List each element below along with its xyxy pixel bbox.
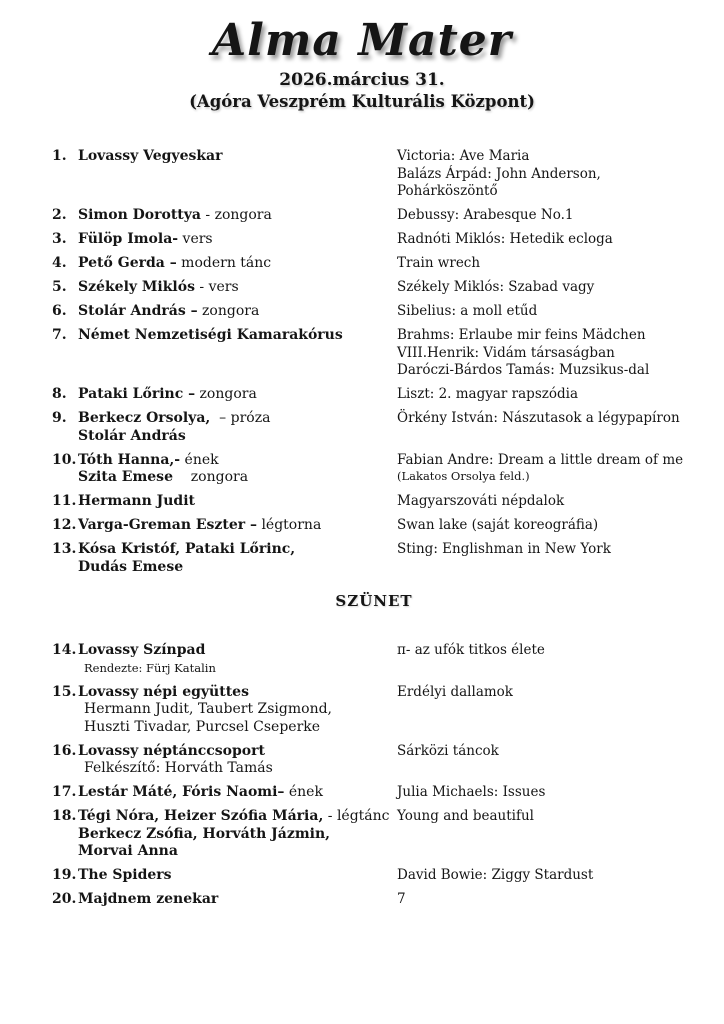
- item-number: 17.: [52, 784, 77, 800]
- piece-line: π- az ufók titkos élete: [397, 642, 545, 658]
- performer-names: [78, 207, 397, 225]
- program-part-2: [52, 642, 696, 909]
- performer-names: [78, 279, 397, 297]
- performer-names: [78, 327, 397, 345]
- program-item-16: [52, 743, 696, 778]
- text-segment: Pataki Lőrinc –: [78, 386, 196, 402]
- performer-cell: [52, 808, 397, 861]
- item-number: 14.: [52, 642, 77, 658]
- item-number: 20.: [52, 891, 77, 907]
- piece-line: Sibelius: a moll etűd: [397, 303, 538, 319]
- item-number: 15.: [52, 683, 77, 700]
- performer-names: [78, 642, 397, 677]
- text-segment: Székely Miklós: [78, 279, 195, 295]
- program-item-5: [52, 279, 696, 297]
- performer-line: [78, 327, 397, 345]
- piece-titles: [397, 452, 696, 485]
- piece-line: (Lakatos Orsolya feld.): [397, 469, 530, 483]
- intermission-label: SZÜNET: [335, 592, 413, 610]
- item-number: 18.: [52, 808, 77, 824]
- program-item-7: [52, 327, 696, 380]
- text-segment: - zongora: [200, 207, 272, 223]
- piece-titles: [397, 279, 696, 297]
- text-segment: Tégi Nóra, Heizer Szófia Mária,: [78, 808, 324, 824]
- text-segment: Morvai Anna: [78, 843, 178, 859]
- item-number: 2.: [52, 207, 67, 223]
- performer-line: [78, 469, 397, 487]
- performer-cell: [52, 207, 397, 225]
- text-segment: Hermann Judit: [78, 493, 196, 509]
- piece-titles: [397, 743, 696, 761]
- piece-titles: [397, 684, 696, 702]
- text-segment: zongora: [172, 469, 249, 485]
- piece-line: Erdélyi dallamok: [397, 683, 513, 700]
- performer-names: [78, 255, 397, 273]
- performer-line: [78, 207, 397, 225]
- text-segment: Lestár Máté, Fóris Naomi–: [78, 784, 285, 800]
- piece-titles: [397, 517, 696, 535]
- performer-line: [78, 231, 397, 249]
- text-segment: - vers: [194, 279, 239, 295]
- performer-line: [78, 701, 397, 719]
- item-number: 12.: [52, 517, 77, 533]
- program-list: [0, 148, 724, 909]
- performer-names: [78, 743, 397, 778]
- item-number: 10.: [52, 451, 77, 468]
- performer-cell: [52, 452, 397, 487]
- piece-titles: [397, 255, 696, 273]
- piece-titles: [397, 327, 696, 380]
- piece-titles: [397, 148, 696, 201]
- piece-titles: [397, 410, 696, 428]
- text-segment: Lovassy Színpad: [78, 642, 206, 658]
- performer-line: [78, 867, 397, 885]
- piece-line: Örkény István: Nászutasok a légypapíron: [397, 410, 680, 426]
- text-segment: – próza: [210, 410, 271, 426]
- performer-line: [78, 784, 397, 802]
- item-number: 9.: [52, 410, 67, 426]
- text-segment: Kósa Kristóf, Pataki Lőrinc,: [78, 541, 296, 557]
- program-item-4: [52, 255, 696, 273]
- text-segment: Tóth Hanna,-: [78, 451, 181, 468]
- piece-titles: [397, 642, 696, 660]
- piece-line: 7: [397, 891, 406, 907]
- program-item-19: [52, 867, 696, 885]
- text-segment: Rendezte: Fürj Katalin: [84, 660, 216, 675]
- piece-line: Julia Michaels: Issues: [397, 784, 546, 800]
- performer-line: [78, 452, 397, 470]
- piece-line: Magyarszováti népdalok: [397, 493, 565, 509]
- piece-line: Sárközi táncok: [397, 742, 499, 759]
- piece-line: Fabian Andre: Dream a little dream of me: [397, 451, 684, 468]
- performer-line: [78, 541, 397, 559]
- program-item-11: [52, 493, 696, 511]
- item-number: 8.: [52, 386, 67, 402]
- performer-names: [78, 410, 397, 445]
- program-part-1: [52, 148, 696, 576]
- text-segment: Majdnem zenekar: [78, 891, 219, 907]
- text-segment: Stolár András: [78, 427, 186, 444]
- performer-cell: [52, 743, 397, 778]
- program-item-9: [52, 410, 696, 445]
- performer-names: [78, 784, 397, 802]
- performer-names: [78, 231, 397, 249]
- text-segment: - légtánc: [323, 808, 390, 824]
- performer-cell: [52, 148, 397, 166]
- text-segment: Lovassy néptánccsoport: [78, 742, 265, 759]
- text-segment: zongora: [197, 303, 260, 319]
- piece-titles: [397, 541, 696, 559]
- performer-cell: [52, 517, 397, 535]
- performer-line: [78, 255, 397, 273]
- performer-line: [78, 660, 397, 678]
- item-number: 4.: [52, 255, 67, 271]
- performer-names: [78, 386, 397, 404]
- text-segment: Dudás Emese: [78, 558, 184, 575]
- performer-cell: [52, 541, 397, 576]
- performer-names: [78, 303, 397, 321]
- performer-line: [78, 760, 397, 778]
- performer-names: [78, 517, 397, 535]
- text-segment: Stolár András –: [78, 303, 198, 319]
- text-segment: Hermann Judit, Taubert Zsigmond,: [84, 701, 333, 717]
- text-segment: Berkecz Zsófia, Horváth Jázmin,: [78, 825, 331, 842]
- text-segment: vers: [178, 231, 213, 247]
- piece-titles: [397, 386, 696, 404]
- piece-line: Victoria: Ave Maria: [397, 148, 530, 164]
- performer-cell: [52, 867, 397, 885]
- program-item-12: [52, 517, 696, 535]
- program-item-13: [52, 541, 696, 576]
- text-segment: modern tánc: [176, 255, 272, 271]
- program-item-14: [52, 642, 696, 677]
- piece-line: Young and beautiful: [397, 808, 534, 824]
- performer-names: [78, 867, 397, 885]
- performer-line: [78, 410, 397, 428]
- performer-cell: [52, 303, 397, 321]
- performer-cell: [52, 231, 397, 249]
- program-item-10: [52, 452, 696, 487]
- text-segment: Német Nemzetiségi Kamarakórus: [78, 327, 343, 343]
- performer-line: [78, 891, 397, 909]
- performer-line: [78, 719, 397, 737]
- performer-names: [78, 148, 397, 166]
- item-number: 1.: [52, 148, 67, 164]
- piece-line: Swan lake (saját koreográfia): [397, 517, 599, 533]
- piece-line: Debussy: Arabesque No.1: [397, 207, 574, 223]
- program-item-18: [52, 808, 696, 861]
- performer-cell: [52, 684, 397, 737]
- event-venue: (Agóra Veszprém Kulturális Központ): [189, 92, 535, 111]
- piece-line: Brahms: Erlaube mir feins Mädchen: [397, 327, 646, 343]
- item-number: 19.: [52, 867, 77, 883]
- text-segment: Varga-Greman Eszter –: [78, 517, 257, 533]
- text-segment: ének: [284, 784, 323, 800]
- performer-line: [78, 642, 397, 660]
- document-header: [0, 0, 724, 112]
- piece-titles: [397, 867, 696, 885]
- item-number: 11.: [52, 493, 77, 509]
- piece-line: VIII.Henrik: Vidám társaságban: [397, 344, 615, 361]
- program-item-6: [52, 303, 696, 321]
- piece-line: Liszt: 2. magyar rapszódia: [397, 386, 578, 402]
- text-segment: Huszti Tivadar, Purcsel Cseperke: [84, 718, 321, 735]
- program-item-20: [52, 891, 696, 909]
- text-segment: Lovassy Vegyeskar: [78, 148, 223, 164]
- performer-line: [78, 559, 397, 577]
- text-segment: zongora: [195, 386, 257, 402]
- performer-line: [78, 808, 397, 826]
- text-segment: The Spiders: [78, 867, 172, 883]
- program-item-3: [52, 231, 696, 249]
- piece-titles: [397, 784, 696, 802]
- performer-cell: [52, 386, 397, 404]
- piece-line: Székely Miklós: Szabad vagy: [397, 279, 595, 295]
- piece-titles: [397, 303, 696, 321]
- performer-line: [78, 843, 397, 861]
- performer-line: [78, 517, 397, 535]
- piece-titles: [397, 493, 696, 511]
- program-item-2: [52, 207, 696, 225]
- piece-titles: [397, 207, 696, 225]
- item-number: 7.: [52, 327, 67, 343]
- text-segment: Lovassy népi együttes: [78, 683, 249, 700]
- text-segment: Fülöp Imola-: [78, 231, 179, 247]
- text-segment: Simon Dorottya: [78, 207, 201, 223]
- performer-names: [78, 452, 397, 487]
- program-item-17: [52, 784, 696, 802]
- performer-cell: [52, 642, 397, 677]
- event-date: 2026.március 31.: [279, 70, 445, 90]
- performer-names: [78, 684, 397, 737]
- piece-titles: [397, 808, 696, 826]
- performer-line: [78, 826, 397, 844]
- text-segment: légtorna: [257, 517, 322, 533]
- performer-cell: [52, 279, 397, 297]
- piece-line: Sting: Englishman in New York: [397, 541, 611, 557]
- piece-titles: [397, 891, 696, 909]
- performer-cell: [52, 784, 397, 802]
- piece-line: David Bowie: Ziggy Stardust: [397, 867, 594, 883]
- performer-line: [78, 684, 397, 702]
- performer-line: [78, 386, 397, 404]
- piece-line: Radnóti Miklós: Hetedik ecloga: [397, 231, 613, 247]
- performer-line: [78, 148, 397, 166]
- item-number: 3.: [52, 231, 67, 247]
- piece-line: Daróczi-Bárdos Tamás: Muzsikus-dal: [397, 362, 650, 378]
- item-number: 16.: [52, 742, 77, 759]
- performer-line: [78, 279, 397, 297]
- event-title: Alma Mater: [212, 15, 512, 66]
- text-segment: Berkecz Orsolya,: [78, 410, 211, 426]
- performer-cell: [52, 493, 397, 511]
- performer-names: [78, 493, 397, 511]
- program-item-8: [52, 386, 696, 404]
- text-segment: Felkészítő: Horváth Tamás: [84, 760, 273, 776]
- item-number: 5.: [52, 279, 67, 295]
- text-segment: Szita Emese: [78, 469, 173, 485]
- performer-line: [78, 428, 397, 446]
- piece-line: Train wrech: [397, 255, 481, 271]
- program-item-15: [52, 684, 696, 737]
- performer-cell: [52, 255, 397, 273]
- performer-names: [78, 541, 397, 576]
- performer-cell: [52, 327, 397, 345]
- item-number: 6.: [52, 303, 67, 319]
- piece-line: Balázs Árpád: John Anderson, Pohárköszöntő: [397, 165, 606, 199]
- performer-cell: [52, 410, 397, 445]
- performer-line: [78, 743, 397, 761]
- performer-cell: [52, 891, 397, 909]
- program-item-1: [52, 148, 696, 201]
- text-segment: Pető Gerda –: [78, 255, 177, 271]
- text-segment: ének: [180, 451, 219, 468]
- performer-names: [78, 891, 397, 909]
- performer-line: [78, 303, 397, 321]
- performer-line: [78, 493, 397, 511]
- piece-titles: [397, 231, 696, 249]
- performer-names: [78, 808, 397, 861]
- item-number: 13.: [52, 541, 77, 557]
